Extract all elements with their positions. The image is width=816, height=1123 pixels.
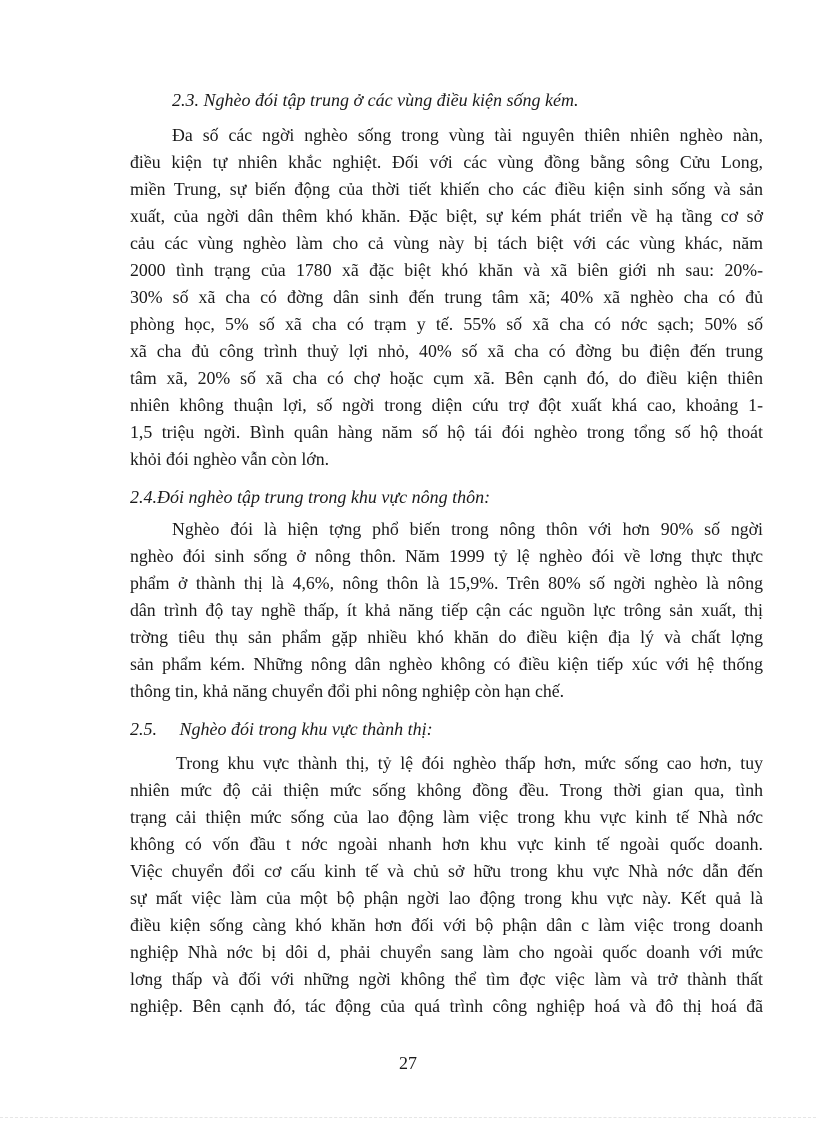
paragraph-line: nghèo đói sinh sống ở nông thôn. Năm 1999 tỷ lệ nghèo đói về lơng thực thực (130, 546, 763, 566)
paragraph-line: 2000 tình trạng của 1780 xã đặc biệt khó khăn và xã biên giới nh sau: 20%- (130, 260, 763, 280)
section-heading-2-4: 2.4.Đói nghèo tập trung trong khu vực nông thôn: (130, 487, 491, 507)
paragraph-line: phòng học, 5% số xã cha có trạm y tế. 55% số xã cha có nớc sạch; 50% số (130, 314, 763, 334)
paragraph-line: miền Trung, sự biến động của thời tiết khiến cho các điều kiện sinh sống và sản (130, 179, 763, 199)
paragraph-line: khỏi đói nghèo vẫn còn lớn. (130, 449, 330, 469)
paragraph-line: sự mất việc làm của một bộ phận ngời lao động trong khu vực này. Kết quả là (130, 888, 763, 908)
paragraph-line: xã cha đủ công trình thuỷ lợi nhỏ, 40% số xã cha có đờng bu điện đến trung (130, 341, 763, 361)
page-number: 27 (399, 1053, 417, 1073)
paragraph-line: tâm xã, 20% số xã cha có chợ hoặc cụm xã. Bên cạnh đó, do điều kiện thiên (130, 368, 763, 388)
paragraph-line: Đa số các ngời nghèo sống trong vùng tài nguyên thiên nhiên nghèo nàn, (172, 125, 763, 145)
paragraph-line: điều kiện tự nhiên khắc nghiệt. Đối với các vùng đồng bằng sông Cửu Long, (130, 152, 763, 172)
paragraph-line: cảu các vùng nghèo làm cho cả vùng này bị tách biệt với các vùng khác, năm (130, 233, 763, 253)
paragraph-line: trờng tiêu thụ sản phẩm gặp nhiều khó khăn do điều kiện địa lý và chất lợng (130, 627, 763, 647)
paragraph-line: điều kiện sống càng khó khăn hơn đối với bộ phận dân c làm việc trong doanh (130, 915, 763, 935)
paragraph-line: không có vốn đầu t nớc ngoài nhanh hơn khu vực kinh tế ngoài quốc doanh. (130, 834, 763, 854)
paragraph-line: Nghèo đói là hiện tợng phổ biến trong nông thôn với hơn 90% số ngời (172, 519, 763, 539)
paragraph-line: thông tin, khả năng chuyển đổi phi nông nghiệp còn hạn chế. (130, 681, 565, 701)
paragraph-line: sản phẩm kém. Những nông dân nghèo không có điều kiện tiếp xúc với hệ thống (130, 654, 763, 674)
paragraph-line: xuất, của ngời dân thêm khó khăn. Đặc biệt, sự kém phát triển về hạ tầng cơ sở (130, 206, 763, 226)
paragraph-line: nghiệp. Bên cạnh đó, tác động của quá trình công nghiệp hoá và đô thị hoá đã (130, 996, 763, 1016)
paragraph-line: Trong khu vực thành thị, tỷ lệ đói nghèo thấp hơn, mức sống cao hơn, tuy (176, 753, 763, 773)
paragraph-line: trạng cải thiện mức sống của lao động làm việc trong khu vực kinh tế Nhà nớc (130, 807, 763, 827)
paragraph-line: nhiên mức độ cải thiện mức sống không đồng đều. Trong thời gian qua, tình (130, 780, 763, 800)
paragraph-line: dân trình độ tay nghề thấp, ít khả năng tiếp cận các nguồn lực trông sản xuất, thị (130, 600, 763, 620)
paragraph-line: nhiên không thuận lợi, số ngời trong diện cứu trợ đột xuất khá cao, khoảng 1- (130, 395, 763, 415)
paragraph-line: Việc chuyển đổi cơ cấu kinh tế và chủ sở hữu trong khu vực Nhà nớc dẫn đến (130, 861, 763, 881)
paragraph-line: 30% số xã cha có đờng dân sinh đến trung tâm xã; 40% xã nghèo cha có đủ (130, 287, 763, 307)
page-bottom-border (0, 1117, 816, 1118)
paragraph-line: 1,5 triệu ngời. Bình quân hàng năm số hộ tái đói nghèo trong tổng số hộ thoát (130, 422, 763, 442)
paragraph-line: lơng thấp và đối với những ngời không thể tìm đợc việc làm và trở thành thất (130, 969, 763, 989)
paragraph-line: nghiệp Nhà nớc bị dôi d, phải chuyển sang làm cho ngoài quốc doanh với mức (130, 942, 763, 962)
section-heading-2-5: 2.5. Nghèo đói trong khu vực thành thị: (130, 719, 433, 739)
section-heading-2-3: 2.3. Nghèo đói tập trung ở các vùng điều kiện sống kém. (172, 90, 579, 110)
paragraph-line: phẩm ở thành thị là 4,6%, nông thôn là 15,9%. Trên 80% số ngời nghèo là nông (130, 573, 763, 593)
